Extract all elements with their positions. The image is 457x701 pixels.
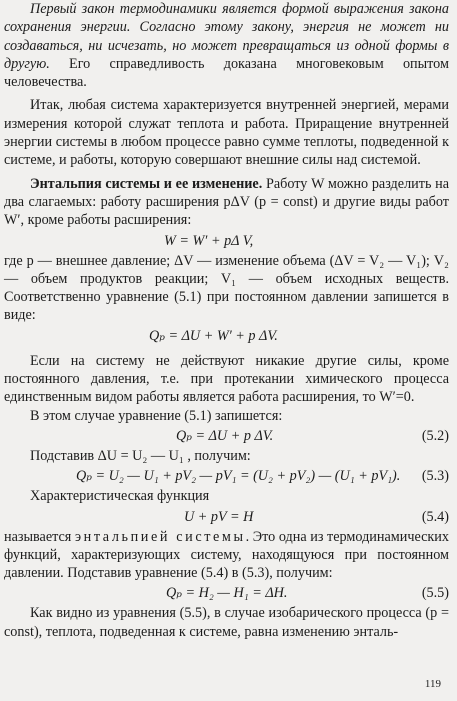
formula-work — [4, 230, 449, 252]
paragraph-first-law — [4, 0, 449, 91]
formula-5-5 — [4, 582, 449, 604]
formula-5-2-expression: Qₚ = ΔU + p ΔV. — [176, 427, 274, 444]
formula-5-3 — [4, 465, 449, 487]
formula-5-5-expression: Qₚ = H₂ — H₁ = ΔH. — [166, 585, 288, 602]
page-number: 119 — [424, 678, 441, 690]
paragraph-no-other-forces: Если на систему не действуют никакие другие силы, кроме постоянного давления, т.е. при протекании химического процесса единственным видом работы является работа расширения, то W′=0. — [4, 352, 449, 406]
first-law-statement: Первый закон термодинамики является формой выражения закона сохранения энергии. Согласно этому закону, энергия не может ни создаваться, ни исчезать, но может превращаться из одной формы в другую. — [4, 1, 449, 72]
formula-heat-general-expression: Qₚ = ΔU + W′ + p ΔV. — [149, 327, 278, 344]
paragraph-internal-energy: Итак, любая система характеризуется внутренней энергией, мерами измерения которой служат теплота и работа. Приращение внутренней энергии системы в любом процессе равно сумме теплоты, подведенной к системе, и работы, которую совершают внешние силы над системой. — [4, 97, 449, 169]
equation-number-5-2: (5.2) — [421, 427, 449, 444]
equation-number-5-3: (5.3) — [421, 468, 449, 485]
formula-heat-general — [4, 325, 449, 347]
formula-5-4-expression: U + pV = H — [184, 508, 254, 525]
enthalpy-definition-rest: . Это одна из термодинамических функций, характеризующих систему, находящуюся при постоянном давлении. Подставив уравнение (5.4) в (5.3), получим: — [4, 528, 449, 582]
enthalpy-term-spaced: энтальпией системы — [74, 528, 246, 545]
paragraph-isobaric: Как видно из уравнения (5.5), в случае изобарического процесса (p = const), теплота, подведенная к системе, равна изменению энталь- — [4, 605, 449, 640]
paragraph-substituting: Подставив ΔU = U₂ — U₁ , получим: — [30, 447, 251, 464]
paragraph-enthalpy-definition — [4, 528, 449, 583]
formula-work-expression: W = W′ + pΔ V, — [164, 232, 254, 249]
formula-5-3-expression: Qₚ = U₂ — U₁ + pV₂ — pV₁ = (U₂ + pV₂) — (U₁ + pV₁). — [76, 468, 401, 485]
enthalpy-definition-prefix: называется — [4, 528, 75, 545]
equation-number-5-5: (5.5) — [421, 585, 449, 602]
paragraph-characteristic-function: Характеристическая функция — [30, 488, 210, 505]
enthalpy-intro-text: Работу W можно разделить на два слагаемых: работу расширения pΔV (p = const) и другие виды работ W′, кроме работы расширения: — [4, 175, 450, 229]
paragraph-in-this-case: В этом случае уравнение (5.1) запишется: — [30, 407, 283, 424]
equation-number-5-4: (5.4) — [421, 508, 449, 525]
paragraph-definitions: где p — внешнее давление; ΔV — изменение объема (ΔV = V₂ — V₁); V₂ — объем продуктов реакции; V₁ — объем исходных веществ. Соответственно уравнение (5.1) при постоянном давлении запишется в виде: — [4, 252, 449, 324]
text-column — [4, 0, 449, 641]
section-heading-enthalpy: Энтальпия системы и ее изменение. — [30, 175, 263, 192]
paragraph-enthalpy-intro — [4, 175, 449, 230]
formula-5-4 — [4, 506, 449, 528]
first-law-remark: Его справедливость доказана многовековым опытом человечества. — [4, 55, 449, 91]
formula-5-2 — [4, 425, 449, 447]
